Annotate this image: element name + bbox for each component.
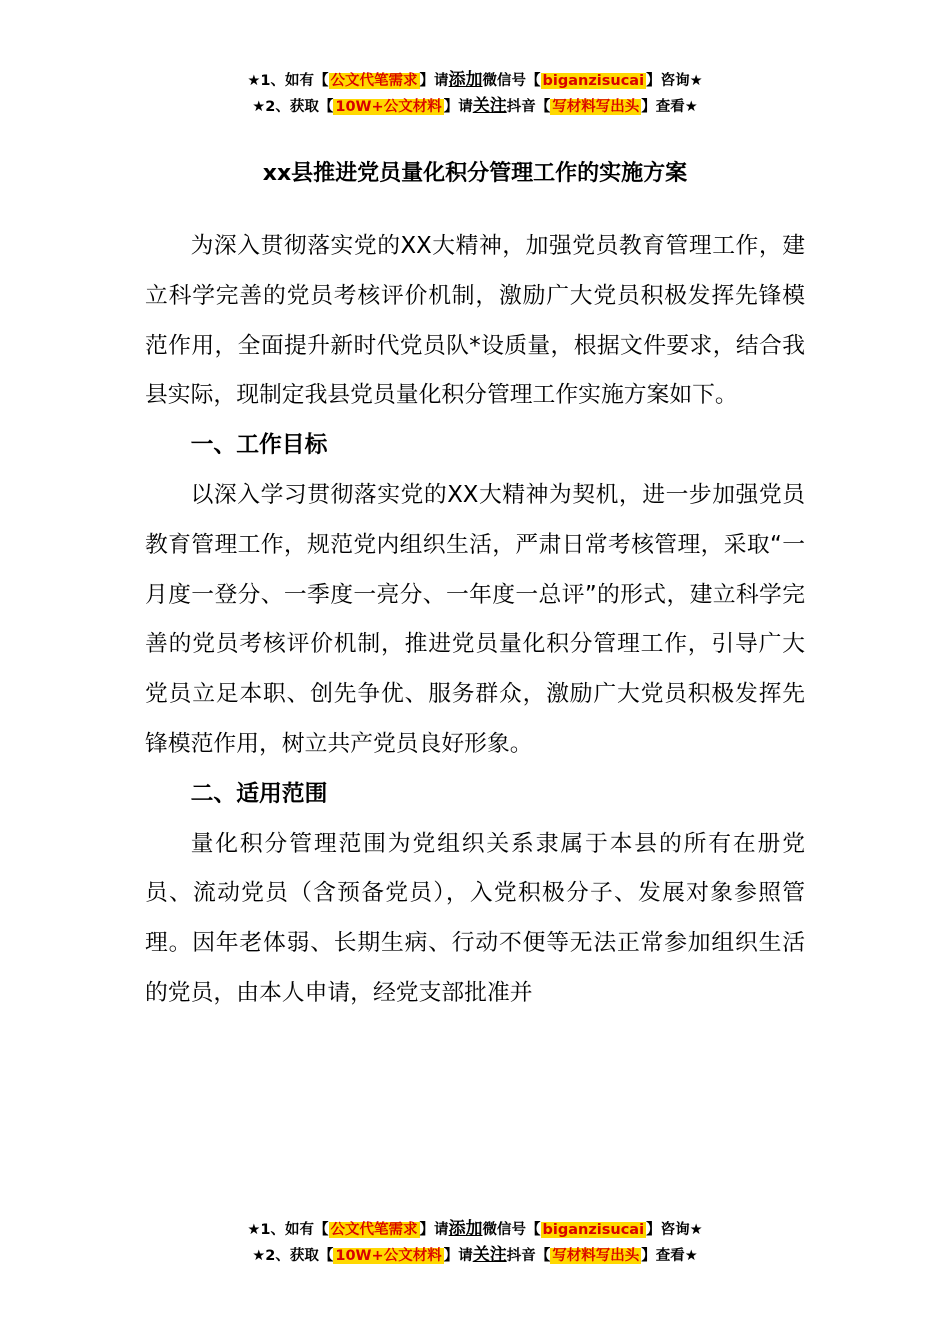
banner-text: 】咨询★ (646, 1222, 703, 1238)
banner-text: ★2、获取【 (252, 99, 334, 115)
header-banner (0, 68, 950, 120)
highlight-wechat-id: biganzisucai (542, 73, 645, 89)
document-title: xx县推进党员量化积分管理工作的实施方案 (262, 161, 688, 186)
highlight-douyin: 写材料写出头 (552, 1248, 640, 1264)
banner-text: ★1、如有【 (247, 73, 329, 89)
intro-paragraph: 为深入贯彻落实党的XX大精神，加强党员教育管理工作，建立科学完善的党员考核评价机制，激励广大党员积极发挥先锋模范作用，全面提升新时代党员队*设质量，根据文件要求，结合我县实际，现制定我县党员量化积分管理工作实施方案如下。 (145, 233, 805, 409)
banner-text: 】咨询★ (646, 73, 703, 89)
section-1-paragraph: 以深入学习贯彻落实党的XX大精神为契机，进一步加强党员教育管理工作，规范党内组织生活，严肃日常考核管理，采取“一月度一登分、一季度一亮分、一年度一总评”的形式，建立科学完善的党员考核评价机制，推进党员量化积分管理工作，引导广大党员立足本职、创先争优、服务群众，激励广大党员积极发挥先锋模范作用，树立共产党员良好形象。 (145, 481, 805, 757)
banner-text: ★1、如有【 (247, 1222, 329, 1238)
banner-text: 】请 (419, 73, 449, 89)
highlight-materials: 10W+公文材料 (335, 1248, 442, 1264)
banner-text: ★2、获取【 (252, 1248, 334, 1264)
banner-line-2 (0, 1243, 950, 1269)
banner-emphasis: 关注 (472, 96, 507, 116)
banner-emphasis: 添加 (448, 70, 483, 90)
highlight-wechat-id: biganzisucai (542, 1222, 645, 1238)
banner-text: 抖音【 (506, 99, 551, 115)
highlight-service: 公文代笔需求 (330, 1222, 418, 1238)
banner-text: 】请 (443, 99, 473, 115)
banner-line-2 (0, 94, 950, 120)
banner-line-1 (0, 68, 950, 94)
banner-text: 】请 (419, 1222, 449, 1238)
section-heading-2: 二、适用范围 (190, 780, 328, 807)
footer-banner (0, 1217, 950, 1269)
section-heading-1: 一、工作目标 (190, 432, 328, 459)
banner-text: 微信号【 (482, 1222, 541, 1238)
banner-text: 】查看★ (641, 99, 698, 115)
banner-text: 】查看★ (641, 1248, 698, 1264)
document-body (145, 222, 805, 1019)
highlight-materials: 10W+公文材料 (335, 99, 442, 115)
highlight-douyin: 写材料写出头 (552, 99, 640, 115)
banner-text: 微信号【 (482, 73, 541, 89)
banner-text: 抖音【 (506, 1248, 551, 1264)
section-2-paragraph: 量化积分管理范围为党组织关系隶属于本县的所有在册党员、流动党员（含预备党员），入党积极分子、发展对象参照管理。因年老体弱、长期生病、行动不便等无法正常参加组织生活的党员，由本人申请，经党支部批准并 (145, 830, 805, 1006)
banner-line-1 (0, 1217, 950, 1243)
banner-text: 】请 (443, 1248, 473, 1264)
highlight-service: 公文代笔需求 (330, 73, 418, 89)
banner-emphasis: 关注 (472, 1245, 507, 1265)
banner-emphasis: 添加 (448, 1219, 483, 1239)
